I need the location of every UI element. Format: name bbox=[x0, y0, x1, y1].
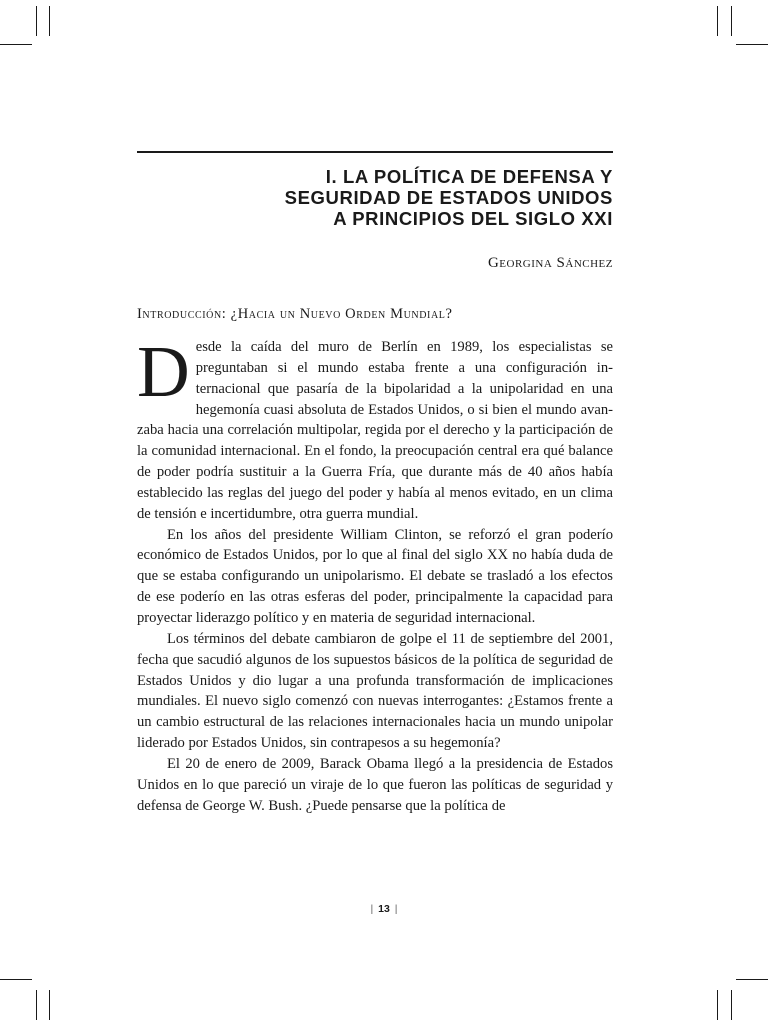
page-number-value: 13 bbox=[378, 903, 390, 915]
body-text bbox=[137, 331, 613, 816]
drop-cap: D bbox=[137, 331, 190, 412]
crop-mark bbox=[0, 44, 32, 45]
paragraph: El 20 de enero de 2009, Barack Obama llegó a la presidencia de Estados Unidos en lo que pareció un viraje de lo que fueron las políticas de seguridad y defensa de George W. Bush. ¿Puede pensarse que la política de bbox=[137, 755, 613, 814]
paragraph: Los términos del debate cambiaron de golpe el 11 de septiembre del 2001, fecha que sacudió algunos de los supuestos básicos de la política de seguridad de Estados Unidos y dio lugar a una profunda transformación de implicaciones mundiales. El nuevo siglo comenzó con nuevas interrogantes: ¿Estamos frente a un cambio estructural de las relaciones internacionales hacia un mundo unipolar liderado por Estados Unidos, sin contrapesos a su hegemonía? bbox=[137, 630, 613, 752]
chapter-rule bbox=[137, 151, 613, 153]
crop-mark bbox=[717, 990, 718, 1020]
crop-mark bbox=[736, 979, 768, 980]
paragraph-text: esde la caída del muro de Berlín en 1989, los especialistas se preguntaban si el mundo estaba frente a una configuración internacional que pasaría de la bipolaridad a la unipolaridad en una hegemonía cuasi absoluta de Estados Unidos, o si bien el mundo avanzaba hacia una correlación multipolar, regida por el derecho y la participación de la comunidad internacional. En el fondo, la preocupación central era qué balance de poder podría sustituir a la Guerra Fría, que durante más de 40 años había establecido las reglas del juego del poder y había al menos evitado, en un clima de tensión e incertidumbre, otra guerra mundial. bbox=[137, 339, 613, 522]
page-number-bar: | bbox=[370, 903, 374, 915]
crop-mark bbox=[0, 979, 32, 980]
chapter-author: Georgina Sánchez bbox=[487, 255, 613, 271]
crop-mark bbox=[736, 44, 768, 45]
crop-mark bbox=[49, 6, 50, 36]
section-heading: Introducción: ¿Hacia un Nuevo Orden Mundial? bbox=[137, 306, 453, 322]
crop-mark bbox=[49, 990, 50, 1020]
crop-mark bbox=[731, 6, 732, 36]
page-number bbox=[0, 903, 768, 915]
chapter-title-line: SEGURIDAD DE ESTADOS UNIDOS bbox=[284, 187, 613, 208]
crop-mark bbox=[717, 6, 718, 36]
crop-mark bbox=[36, 990, 37, 1020]
crop-mark bbox=[731, 990, 732, 1020]
page-number-bar: | bbox=[394, 903, 398, 915]
paragraph: En los años del presidente William Clinton, se reforzó el gran poderío económico de Estados Unidos, por lo que al final del siglo XX no había duda de que se estaba configurando un unipolarismo. El debate se trasladó a los efectos de ese poderío en las otras esferas del poder, principalmente la capacidad para proyectar liderazgo político y en materia de seguridad internacional. bbox=[137, 526, 613, 626]
chapter-title bbox=[200, 166, 613, 229]
paragraph bbox=[137, 331, 613, 525]
chapter-title-line: I. LA POLÍTICA DE DEFENSA Y bbox=[325, 166, 613, 187]
crop-mark bbox=[36, 6, 37, 36]
chapter-title-line: A PRINCIPIOS DEL SIGLO XXI bbox=[333, 208, 613, 229]
